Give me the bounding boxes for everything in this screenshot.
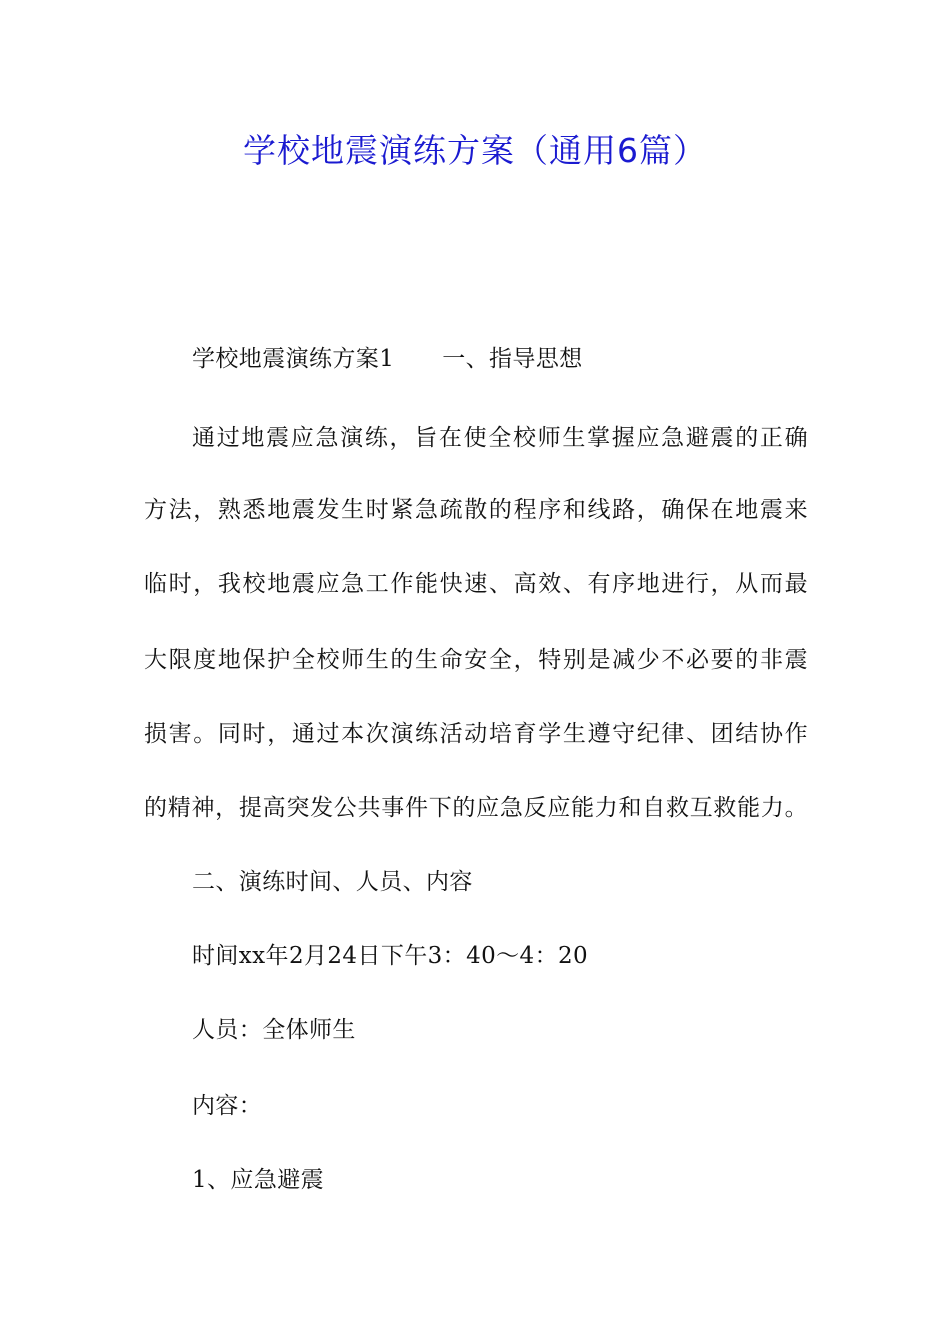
section1-subheading: 一、指导思想 [442, 346, 583, 372]
time-line: 时间xx年2月24日下午3：40～4：20 [192, 943, 589, 969]
paragraph1-line-4: 大限度地保护全校师生的生命安全，特别是减少不必要的非震 [144, 647, 808, 673]
paragraph1-line-3: 临时，我校地震应急工作能快速、高效、有序地进行，从而最 [144, 571, 808, 597]
content-label: 内容： [192, 1093, 263, 1119]
document-title: 学校地震演练方案（通用6篇） [243, 131, 707, 170]
paragraph1-line-5: 损害。同时，通过本次演练活动培育学生遵守纪律、团结协作 [144, 721, 808, 747]
paragraph1-line-2: 方法，熟悉地震发生时紧急疏散的程序和线路，确保在地震来 [144, 497, 808, 523]
people-line: 人员：全体师生 [192, 1017, 356, 1043]
paragraph1-line-6: 的精神，提高突发公共事件下的应急反应能力和自救互救能力。 [144, 795, 808, 821]
paragraph1-line-1: 通过地震应急演练，旨在使全校师生掌握应急避震的正确 [192, 425, 808, 451]
section1-heading: 学校地震演练方案1 [192, 346, 395, 372]
item-emergency-shelter: 1、应急避震 [192, 1167, 325, 1193]
section2-heading: 二、演练时间、人员、内容 [192, 869, 473, 895]
section1-heading-line [192, 341, 808, 377]
